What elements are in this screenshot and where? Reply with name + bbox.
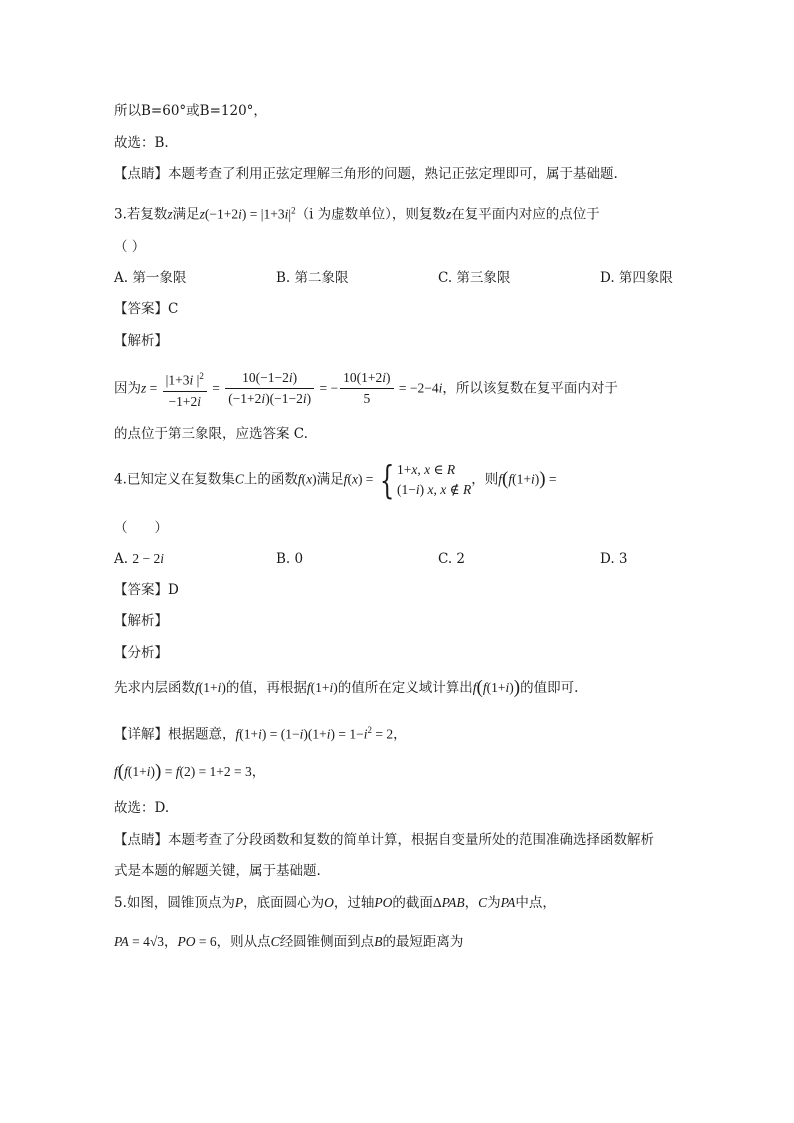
option-a: A. 2 − 2i: [114, 551, 164, 567]
question-4-paren: （ ）: [114, 520, 168, 536]
text-line: 故选：B.: [114, 135, 169, 151]
fenxi-label: 【分析】: [114, 645, 168, 661]
option-c: C. 第三象限: [438, 270, 511, 286]
option-b: B. 0: [276, 551, 304, 567]
option-d: D. 3: [600, 551, 628, 567]
text-line: 的点位于第三象限，应选答案 C.: [114, 426, 308, 442]
option-b: B. 第二象限: [276, 270, 349, 286]
option-d: D. 第四象限: [600, 270, 673, 286]
question-4-fenxi: 先求内层函数f(1+i)的值，再根据f(1+i)的值所在定义域计算出f(f(1+i))的值即可.: [114, 677, 579, 698]
question-5-stem-2: PA = 4√3，PO = 6，则从点C经圆锥侧面到点B的最短距离为: [114, 934, 464, 950]
question-4-stem: 4.已知定义在复数集C上的函数f(x)满足f(x) = { 1+x, x ∈ R (1−i) x, x ∉ R ，则f(f(1+i)) =: [114, 458, 557, 502]
answer-label: 【答案】D: [114, 582, 179, 598]
analysis-label: 【解析】: [114, 613, 168, 629]
text-line: 【点睛】本题考查了分段函数和复数的简单计算，根据自变量所处的范围准确选择函数解析: [114, 832, 654, 848]
text-line: 故选：D.: [114, 800, 170, 816]
question-4-detail: 【详解】根据题意，$f(1+i) = (1-i)(1+i) = 1-i^2 = 2$，: [114, 725, 407, 743]
question-3-stem: 3.若复数z满足$z(-1+2i) = |1+3i|^2(i$ 为虚数单位），则复数z在复平面内对应的点位于: [114, 205, 600, 223]
question-5-stem: 5.如图，圆锥顶点为P，底面圆心为O，过轴PO的截面ΔPAB，C为PA中点，: [114, 895, 556, 911]
option-a: A. 第一象限: [114, 270, 187, 286]
question-3-solution: 因为z = $\frac{|1+3i |^2}{-1+2i}$ = $\frac{10(-1-2i)}{(-1+2i)(-1-2i)}$ = − $\frac{10(1+2i)}{5}$ = −2−4i，所以该复数在复平面内对于: [114, 366, 618, 412]
question-4-detail-2: f(f(1+i)) = f(2) = 1+2 = 3，: [114, 761, 266, 782]
analysis-label: 【解析】: [114, 333, 168, 349]
question-3-paren: （ ）: [114, 239, 146, 255]
text-line: 所以B=60°或B=120°，: [114, 103, 267, 119]
answer-label: 【答案】C: [114, 301, 179, 317]
text-line: 式是本题的解题关键，属于基础题.: [114, 863, 321, 879]
option-c: C. 2: [438, 551, 466, 567]
text-line: 【点睛】本题考查了利用正弦定理解三角形的问题，熟记正弦定理即可，属于基础题.: [114, 166, 618, 182]
